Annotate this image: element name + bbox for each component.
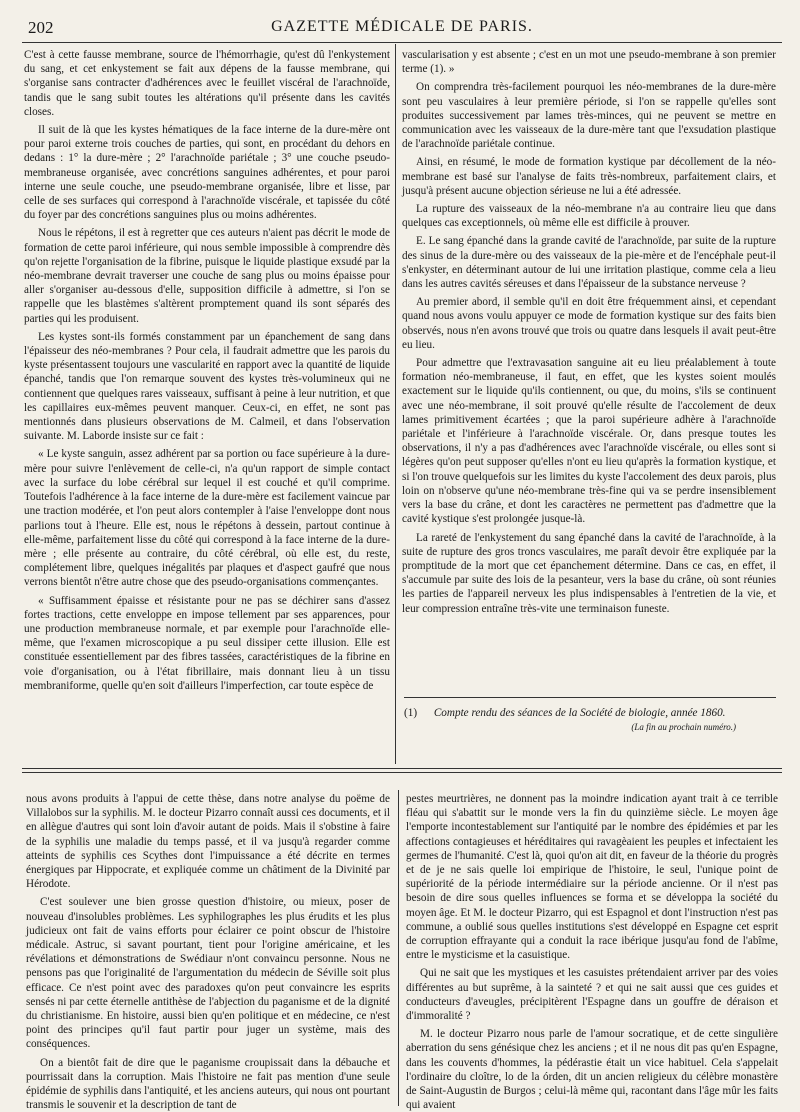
paragraph: vascularisation y est absente ; c'est en un mot une pseudo-membrane à son premier terme (1). » — [402, 49, 776, 76]
paragraph: C'est à cette fausse membrane, source de l'hémorrhagie, qu'est dû l'enkystement du sang, et cet enkystement se fait aux dépens de la fausse membrane, qui s'organise sans contracter d'adhérences avec le feuillet viscéral de l'arachnoïde, tandis que le sang subit toutes les altérations qu'il présente dans les cavités closes. — [24, 49, 390, 118]
paragraph: Nous le répétons, il est à regretter que ces auteurs n'aient pas décrit le mode de formation de cette paroi inférieure, qui nous semble impossible à comprendre dès qu'on rejette l'organisation de la fibrine, puisque le liquide plastique exsudé par la néo-membrane devrait traverser une couche de sang plus ou moins épaisse pour aller s'organiser au-dessous d'elle, supposition difficile à admettre, si l'on se rappelle que les blastèmes s'altèrent promptement quand ils sont séparés des parties qui les produisent. — [24, 227, 390, 325]
running-title: GAZETTE MÉDICALE DE PARIS. — [271, 18, 533, 35]
paragraph: Il suit de là que les kystes hématiques de la face interne de la dure-mère ont pour paroi externe trois couches de parties, qui sont, en procédant du dehors en dedans : 1° la dure-mère ; 2° l'arachnoïde pariétale ; 3° une couche pseudo-membraneuse organisée, avec concrétions sanguines adhérentes, et pour paroi interne une seule couche, une pseudo-membrane organisée, libre et lisse, par celle de ses surfaces qui correspond à l'arachnoïde viscérale, et tapissée du côté du foyer par des concrétions sanguines plus ou moins adhérentes. — [24, 124, 390, 222]
footnote-rule — [404, 697, 776, 698]
paragraph: Pour admettre que l'extravasation sanguine ait eu lieu préalablement à toute formation néo-membraneuse, il faut, en effet, que les kystes soient moulés exactement sur le liquide qu'ils contiennent, ou que, du moins, s'ils se continuent avec une néo-membrane, il soit prouvé qu'elle résulte de l'accolement de deux lames primitivement écartées ; que la paroi supérieure adhère à l'arachnoïde pariétale et l'inférieure à l'arachnoïde viscérale. Or, dans presque toutes les observations, il n'y a pas d'adhérences avec l'arachnoïde viscérale, ou elles sont si légères qu'on peut supposer qu'elles n'ont eu lieu qu'après la formation kystique, et si l'on trouve quelquefois sur les limites du kyste l'accolement des deux parois, plus loin on n'observe qu'une néo-membrane très-fine qui va se perdre insensiblement vers la base du crâne, et dont les caractères ne permettent pas d'admettre que la cavité kystique s'est prolongée jusque-là. — [402, 357, 776, 526]
upper-left-column — [24, 48, 390, 760]
lower-right-column — [406, 792, 778, 1112]
column-divider-lower — [398, 790, 399, 1106]
paragraph: Les kystes sont-ils formés constamment par un épanchement de sang dans l'épaisseur des néo-membranes ? Pour cela, il faudrait admettre que les parois du kyste présentassent toujours une vascularité en rapport avec la quantité de liquide épanché, tandis que l'on remarque souvent des kystes très-volumineux qui ne contiennent que quelques rares vaisseaux, suffisant à peine à leur nutrition, et que les capillaires eux-mêmes peuvent manquer. Ceux-ci, en effet, ne sont pas mentionnés dans plusieurs observations de M. Calmeil, et dans l'observation suivante. M. Laborde insiste sur ce fait : — [24, 330, 390, 443]
footnote — [404, 706, 776, 734]
paragraph: nous avons produits à l'appui de cette thèse, dans notre analyse du poëme de Villalobos sur la syphilis. M. le docteur Pizarro connaît aussi ces documents, et il en allègue d'autres qui sont loin d'avoir autant de poids. Mais il s'obstine à faire de la syphilis une maladie du temps passé, et il va jusqu'à regarder comme atteints de syphilis ces Scythes dont l'impuissance a été décrite en termes énergiques par Hippocrate, et expliquée comme un châtiment de la Divinité par Hérodote. — [26, 793, 390, 891]
paragraph: Au premier abord, il semble qu'il en doit être fréquemment ainsi, et cependant quand nous avons voulu appuyer ce mode de formation kystique sur des faits bien observés, nous n'en avons trouvé que trois ou quatre dans lesquels il avait peut-être eu lieu. — [402, 296, 776, 351]
column-divider-upper — [395, 44, 396, 764]
lower-left-column — [26, 792, 390, 1112]
paragraph: « Le kyste sanguin, assez adhérent par sa portion ou face supérieure à la dure-mère pour suivre l'enlèvement de celle-ci, n'a qu'un rapport de simple contact avec la surface du lobe cérébral sur lequel il est couché et qu'il comprime. Toutefois l'adhérence à la face interne de la dure-mère est facilement vaincue par une traction modérée, et l'on peut alors contempler à l'aise l'enveloppe dont nous parlions tout à l'heure. Elle est, nous le répétons à dessein, partout continue à elle-même, parfaitement lisse du côté qui correspond à la face interne de la dure-mère ; elle présente au contraire, du côté cérébral, où elle est, du reste, complétement libre, quelques inégalités par plaques et d'aspect gaufré que nous verrons bientôt n'être autre chose que des pseudo-organisations commençantes. — [24, 448, 390, 589]
footnote-text: Compte rendu des séances de la Société de biologie, année 1860. — [433, 707, 726, 719]
paragraph: La rupture des vaisseaux de la néo-membrane n'a au contraire lieu que dans quelques cas exceptionnels, où même elle est difficile à prouver. — [402, 203, 776, 230]
paragraph: Ainsi, en résumé, le mode de formation kystique par décollement de la néo-membrane est basé sur l'analyse de faits très-nombreux, parfaitement clairs, et jusqu'à présent aucune objection sérieuse ne lui a été adressée. — [402, 156, 776, 197]
paragraph: On a bientôt fait de dire que le paganisme croupissait dans la débauche et pourrissait dans la corruption. Mais l'histoire ne fait pas mention d'une seule épidémie de syphilis dans l'antiquité, et les anciens auteurs, qui nous ont pourtant transmis le souvenir et la description de tant de — [26, 1056, 390, 1112]
section-rule-top — [22, 768, 782, 769]
footnote-marker: (1) — [404, 707, 418, 719]
page-number: 202 — [28, 18, 54, 37]
paragraph: pestes meurtrières, ne donnent pas la moindre indication ayant trait à ce terrible fléau qui s'abattit sur le monde vers la fin du quinzième siècle. Le moyen âge l'emporte incontestablement sur l'antiquité par le nombre des épidémies et par les affections contagieuses et héréditaires qui ravagèaient les peuples et infectaient les germes de l'humanité. C'est là, quoi qu'on ait dit, en faveur de la théorie du progrès et de je ne sais quelle loi empirique de l'histoire, le seul, l'unique point de supériorité de la période intermédiaire sur la période ancienne. Or il n'est pas besoin de dire sous quelles influences se forma et se développa la société du moyen âge. Et M. le docteur Pizarro, qui est Espagnol et dont l'instruction n'est pas commune, a oublié sous quelles institutions s'est développé en Espagne cet esprit de corruption effrayante qui a conduit la race ibérique jusqu'au fond de l'abîme, entre le mysticisme et la casuistique. — [406, 793, 778, 962]
paragraph: La rareté de l'enkystement du sang épanché dans la cavité de l'arachnoïde, à la suite de rupture des gros troncs vasculaires, me paraît devoir être expliquée par la promptitude de la mort que cet épanchement détermine. Dans ce cas, en effet, il s'accumule par suite des lois de la pesanteur, vers la base du crâne, où sont réunies les parties de l'appareil nerveux les plus indispensables à l'entretien de la vie, et leur compression entraîne très-vite une terminaison funeste. — [402, 531, 776, 615]
upper-right-column — [402, 48, 776, 688]
paragraph: « Suffisamment épaisse et résistante pour ne pas se déchirer sans d'assez fortes tractions, cette enveloppe en impose tellement par ses apparences, pour une production membraneuse normale, et par exemple pour l'arachnoïde elle-même, que l'examen microscopique a pu seul dissiper cette illusion. Elle est constituée essentiellement par des fibres tassées, caractéristiques de la fibrine en voie d'organisation, ou à l'état fibrillaire, mais donnant lieu à un tissu membraniforme, quelle qu'en soit d'ailleurs l'imperfection, car toute espèce de — [24, 594, 390, 692]
page-header — [22, 14, 782, 43]
paragraph: C'est soulever une bien grosse question d'histoire, ou mieux, poser de nouveau d'insolubles problèmes. Les syphilographes les plus érudits et les plus judicieux ont fait de vains efforts pour éclairer ce point obscur de l'histoire médicale. Astruc, si savant pourtant, tient pour l'origine américaine, et les révélations et démonstrations de Swédiaur n'ont convaincu personne. Nous ne pensons pas que l'originalité de l'argumentation du médecin de Séville soit plus efficace. Ce n'est point avec des paradoxes qu'on peut convaincre les esprits sensés ni par cette éternelle antithèse de l'abjection du paganisme et de la dignité du christianisme. En histoire, aussi bien qu'en politique et en médecine, ce n'est point des principes qu'il faut partir pour juger un système, mais des conséquences. — [26, 896, 390, 1051]
paragraph: M. le docteur Pizarro nous parle de l'amour socratique, et de cette singulière aberration du sens génésique chez les anciens ; et il ne nous dit pas qu'en Espagne, dans les couvents d'hommes, la pédérastie était un vice habituel. Cela s'appelait l'ordinaire du cloître, lo de la órden, dit un ancien religieux du célèbre monastère de Saint-Augustin de Burgos ; celui-là même qui, racontant dans l'âge mûr les faits qui avaient — [406, 1028, 778, 1112]
section-rule-bottom — [22, 772, 782, 773]
paragraph: Qui ne sait que les mystiques et les casuistes prétendaient arriver par des voies différentes au but suprême, à la sainteté ? et qui ne sait aussi que ces guides et conducteurs d'aveugles, précipitèrent l'Espagne dans un gouffre de déraison et d'immoralité ? — [406, 967, 778, 1023]
continuation-note: (La fin au prochain numéro.) — [631, 722, 736, 732]
paragraph: E. Le sang épanché dans la grande cavité de l'arachnoïde, par suite de la rupture des sinus de la dure-mère ou des vaisseaux de la pie-mère et de l'encéphale peut-il s'enkyster, en déterminant autour de lui une irritation plastique, comme cela a lieu dans les autres cavités séreuses et dans l'épaisseur de la substance nerveuse ? — [402, 235, 776, 291]
paragraph: On comprendra très-facilement pourquoi les néo-membranes de la dure-mère sont peu vasculaires à leur première période, si l'on se rappelle qu'elles sont produites successivement par lames très-minces, qui ne peuvent se mettre en communication avec les vaisseaux de la dure-mère tant que l'exsudation plastique de l'arachnoïde pariétale continue. — [402, 81, 776, 151]
